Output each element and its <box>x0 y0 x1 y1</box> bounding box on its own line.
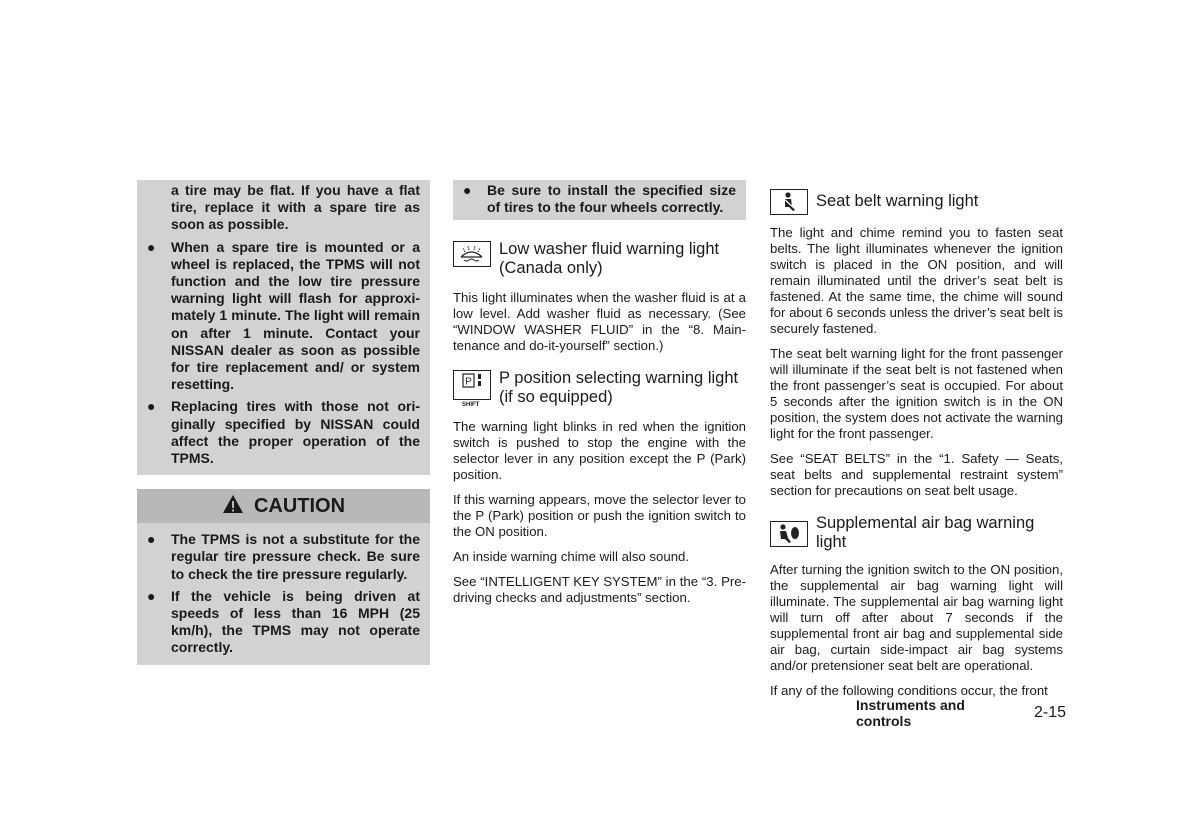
seat-belt-icon <box>770 189 808 215</box>
bullet: ● <box>463 182 472 198</box>
airbag-title: Supplemental air bag warning light <box>816 514 1035 551</box>
p-position-paragraph-4: See “INTELLIGENT KEY SYSTEM” in the “3. Pre-driving checks and adjustments” section. <box>453 574 746 606</box>
caution-title: CAUTION <box>253 494 346 517</box>
list-item: a tire may be flat. If you have a flat tire, replace it with a spare tire as soon as possible. <box>171 182 420 233</box>
bullet: ● <box>147 238 156 255</box>
tire-note-box <box>453 180 746 220</box>
list-item: ● Be sure to install the specified size of tires to the four wheels correctly. <box>463 182 736 216</box>
footer-section: Instruments and controls <box>856 697 965 729</box>
p-position-paragraph-2: If this warning appears, move the selector lever to the P (Park) position or push the ignition switch to the ON position. <box>453 492 746 540</box>
page-footer <box>856 697 1066 729</box>
p-position-paragraph-3: An inside warning chime will also sound. <box>453 549 690 565</box>
left-column <box>137 180 430 665</box>
washer-fluid-icon <box>453 241 491 267</box>
tpms-notes-box <box>137 180 430 475</box>
page-number: 2-15 <box>1033 704 1067 721</box>
seatbelt-heading <box>770 188 1063 215</box>
p-position-heading <box>453 369 746 407</box>
seatbelt-title: Seat belt warning light <box>816 192 979 210</box>
caution-header <box>137 489 430 523</box>
airbag-heading <box>770 514 1063 552</box>
bullet: ● <box>147 531 156 548</box>
p-position-paragraph-1: The warning light blinks in red when the ignition switch is pushed to stop the engine with the selector lever in any position except the P (Park) position. <box>453 419 746 483</box>
seatbelt-paragraph-1: The light and chime remind you to fasten seat belts. The light illuminates whenever the ignition switch is placed in the ON position, and will remain illuminated until the driver’s seat belt is fastened. At the same time, the chime will sound for about 6 seconds unless the driver’s seat belt is securely fastened. <box>770 225 1063 336</box>
washer-title: Low washer fluid warning light (Canada only) <box>499 240 720 278</box>
middle-column <box>453 180 746 615</box>
washer-heading <box>453 240 746 278</box>
p-position-title: P position selecting warning light (if so equipped) <box>499 369 739 407</box>
warning-triangle-icon <box>222 494 244 519</box>
svg-text:P: P <box>465 376 472 388</box>
list-item: ● When a spare tire is mounted or a wheel is replaced, the TPMS will not function and the low tire pressure warning light will flash for approxi-mately 1 minute. The light will remain on after 1 minute. Contact your NISSAN dealer as soon as possible for tire replacement and/ or system resetting. <box>147 238 420 393</box>
airbag-paragraph-1: After turning the ignition switch to the ON position, the supplemental air bag warning light will illuminate. The supplemental air bag warning light will turn off after about 7 seconds if the supplemental front air bag and supplemental side air bag, curtain side-impact air bag systems and/or pretensioner seat belt are operational. <box>770 562 1063 673</box>
seatbelt-paragraph-2: The seat belt warning light for the front passenger will illuminate if the seat belt is not fastened when the front passenger’s seat is occupied. For about 5 seconds after the ignition switch is in the ON position, the system does not activate the warning light for the front passenger. <box>770 346 1063 441</box>
list-item: ● The TPMS is not a substitute for the regular tire pressure check. Be sure to check the tire pressure regularly. <box>147 531 420 582</box>
list-item: ● If the vehicle is being driven at speeds of less than 16 MPH (25 km/h), the TPMS may not operate correctly. <box>147 587 420 656</box>
bullet: ● <box>147 587 156 604</box>
right-column <box>770 180 1063 708</box>
seatbelt-paragraph-3: See “SEAT BELTS” in the “1. Safety — Seats, seat belts and supplemental restraint system” section for precautions on seat belt usage. <box>770 451 1063 498</box>
washer-paragraph: This light illuminates when the washer fluid is at a low level. Add washer fluid as necessary. (See “WINDOW WASHER FLUID” in the “8. Main-tenance and do-it-yourself” section.) <box>453 290 746 354</box>
bullet: ● <box>147 398 156 415</box>
p-shift-icon: P $^{SHIFT}$ <box>453 370 491 400</box>
airbag-paragraph-2: If any of the following conditions occur, the front <box>770 683 1048 698</box>
airbag-icon <box>770 521 808 547</box>
list-item: ● Replacing tires with those not ori-ginally specified by NISSAN could affect the proper operation of the TPMS. <box>147 398 420 467</box>
caution-box <box>137 489 430 664</box>
